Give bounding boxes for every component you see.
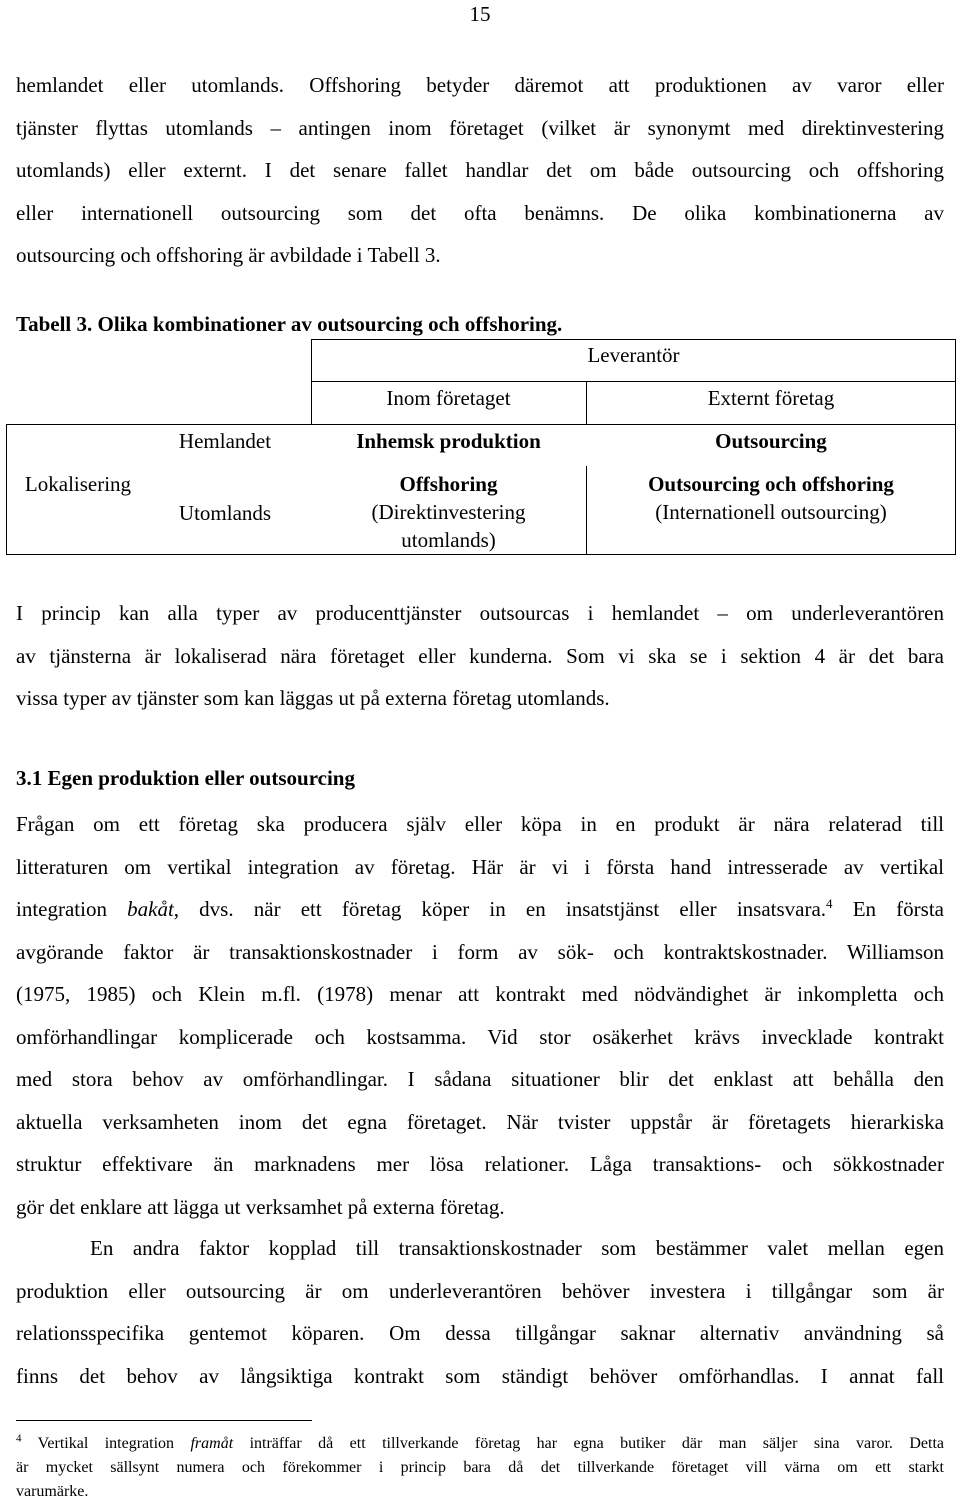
row-label-domestic: Hemlandet: [178, 429, 272, 453]
text-line: gör det enklare att lägga ut verksamhet på externa företag.: [16, 1194, 505, 1219]
text-line: I princip kan alla typer av producenttjänster outsourcas i hemlandet – om underleverantören: [16, 601, 944, 625]
cell-title: Outsourcing och offshoring: [648, 472, 894, 496]
cell-title: Offshoring: [399, 472, 498, 496]
text-line: av tjänsterna är lokaliserad nära företaget eller kunderna. Som vi ska se i sektion 4 är det bara: [16, 643, 944, 668]
text-line: utomlands) eller externt. I det senare fallet handlar det om både outsourcing och offshoring: [16, 158, 944, 182]
emphasis: framåt: [190, 1435, 234, 1452]
section-paragraph-2: [16, 1227, 944, 1397]
text-line: outsourcing och offshoring är avbildade i Tabell 3.: [16, 243, 441, 267]
footnote-line: är mycket sällsynt numera och förekommer i princip bara då det tillverkande företaget vill värna om ett starkt: [16, 1459, 944, 1476]
table-rule: [311, 339, 956, 340]
table-rule: [311, 381, 956, 382]
cell-domestic-external: Outsourcing: [715, 429, 827, 453]
text-segment: integration: [16, 897, 128, 921]
intro-paragraph: [16, 64, 944, 277]
text-segment: inträffar då ett tillverkande företag har egna butiker där man säljer sina varor. Detta: [233, 1435, 944, 1452]
text-line: eller internationell outsourcing som det ofta benämns. De olika kombinationerna av: [16, 200, 944, 225]
section-paragraph-1: [16, 803, 944, 1228]
text-line: En andra faktor kopplad till transaktionskostnader som bestämmer valet mellan egen: [90, 1236, 944, 1260]
col-header-external: Externt företag: [707, 386, 835, 410]
cell-subtitle: (Internationell outsourcing): [655, 500, 887, 524]
text-line: med stora behov av omförhandlingar. I sådana situationer blir det enklast att behålla den: [16, 1067, 944, 1091]
footnote-divider: [16, 1420, 312, 1421]
text-line: produktion eller outsourcing är om underleverantören behöver investera i tillgångar som är: [16, 1278, 944, 1303]
text-line: avgörande faktor är transaktionskostnader i form av sök- och kontraktskostnader. Williamson: [16, 939, 944, 964]
row-label-abroad: Utomlands: [178, 501, 272, 525]
text-line: tjänster flyttas utomlands – antingen inom företaget (vilket är synonymt med direktinvestering: [16, 115, 944, 140]
table-rule: [6, 424, 956, 425]
after-table-paragraph: [16, 592, 944, 720]
text-line: hemlandet eller utomlands. Offshoring betyder däremot att produktionen av varor eller: [16, 73, 944, 97]
footnote-line: [16, 1432, 944, 1456]
footnote-line: varumärke.: [16, 1483, 89, 1500]
table-caption: Tabell 3. Olika kombinationer av outsourcing och offshoring.: [16, 312, 563, 336]
text-line: vissa typer av tjänster som kan läggas ut på externa företag utomlands.: [16, 686, 610, 710]
table-rule: [6, 554, 956, 555]
cell-domestic-internal: Inhemsk produktion: [356, 429, 541, 453]
footnote: [16, 1432, 944, 1504]
text-line: omförhandlingar komplicerade och kostsamma. Vid stor osäkerhet krävs invecklade kontrakt: [16, 1024, 944, 1049]
text-line: litteraturen om vertikal integration av företag. Här är vi i första hand intresserade av vertikal: [16, 854, 944, 879]
emphasis: bakåt: [127, 897, 174, 921]
text-segment: , dvs. när ett företag köper in en insatstjänst eller insatsvara.: [173, 897, 827, 921]
footnote-reference[interactable]: 4: [826, 896, 833, 911]
cell-abroad-external: [586, 470, 956, 526]
footnote-marker: 4: [16, 1432, 22, 1445]
text-segment: Vertikal integration: [21, 1435, 191, 1452]
text-line: aktuella verksamheten inom det egna företaget. När tvister uppstår är företagets hierarkiska: [16, 1109, 944, 1134]
text-line: struktur effektivare än marknadens mer lösa relationer. Låga transaktions- och sökkostnader: [16, 1152, 944, 1176]
row-group-label: Lokalisering: [24, 472, 132, 496]
supplier-header: Leverantör: [587, 343, 680, 367]
text-line: (1975, 1985) och Klein m.fl. (1978) menar att kontrakt med nödvändighet är inkompletta och: [16, 982, 944, 1006]
cell-abroad-internal: [311, 470, 586, 554]
text-line: Frågan om ett företag ska producera själv eller köpa in en produkt är nära relaterad till: [16, 812, 944, 836]
text-line: [16, 888, 944, 931]
text-segment: En första: [832, 897, 944, 921]
col-header-internal: Inom företaget: [386, 386, 511, 410]
page-number: 15: [469, 2, 491, 26]
text-line: relationsspecifika gentemot köparen. Om dessa tillgångar saknar alternativ användning så: [16, 1321, 944, 1345]
section-heading: 3.1 Egen produktion eller outsourcing: [16, 766, 355, 790]
cell-subtitle: utomlands): [401, 528, 496, 552]
cell-subtitle: (Direktinvestering: [371, 500, 526, 524]
text-line: finns det behov av långsiktiga kontrakt som ständigt behöver omförhandlas. I annat fall: [16, 1363, 944, 1388]
